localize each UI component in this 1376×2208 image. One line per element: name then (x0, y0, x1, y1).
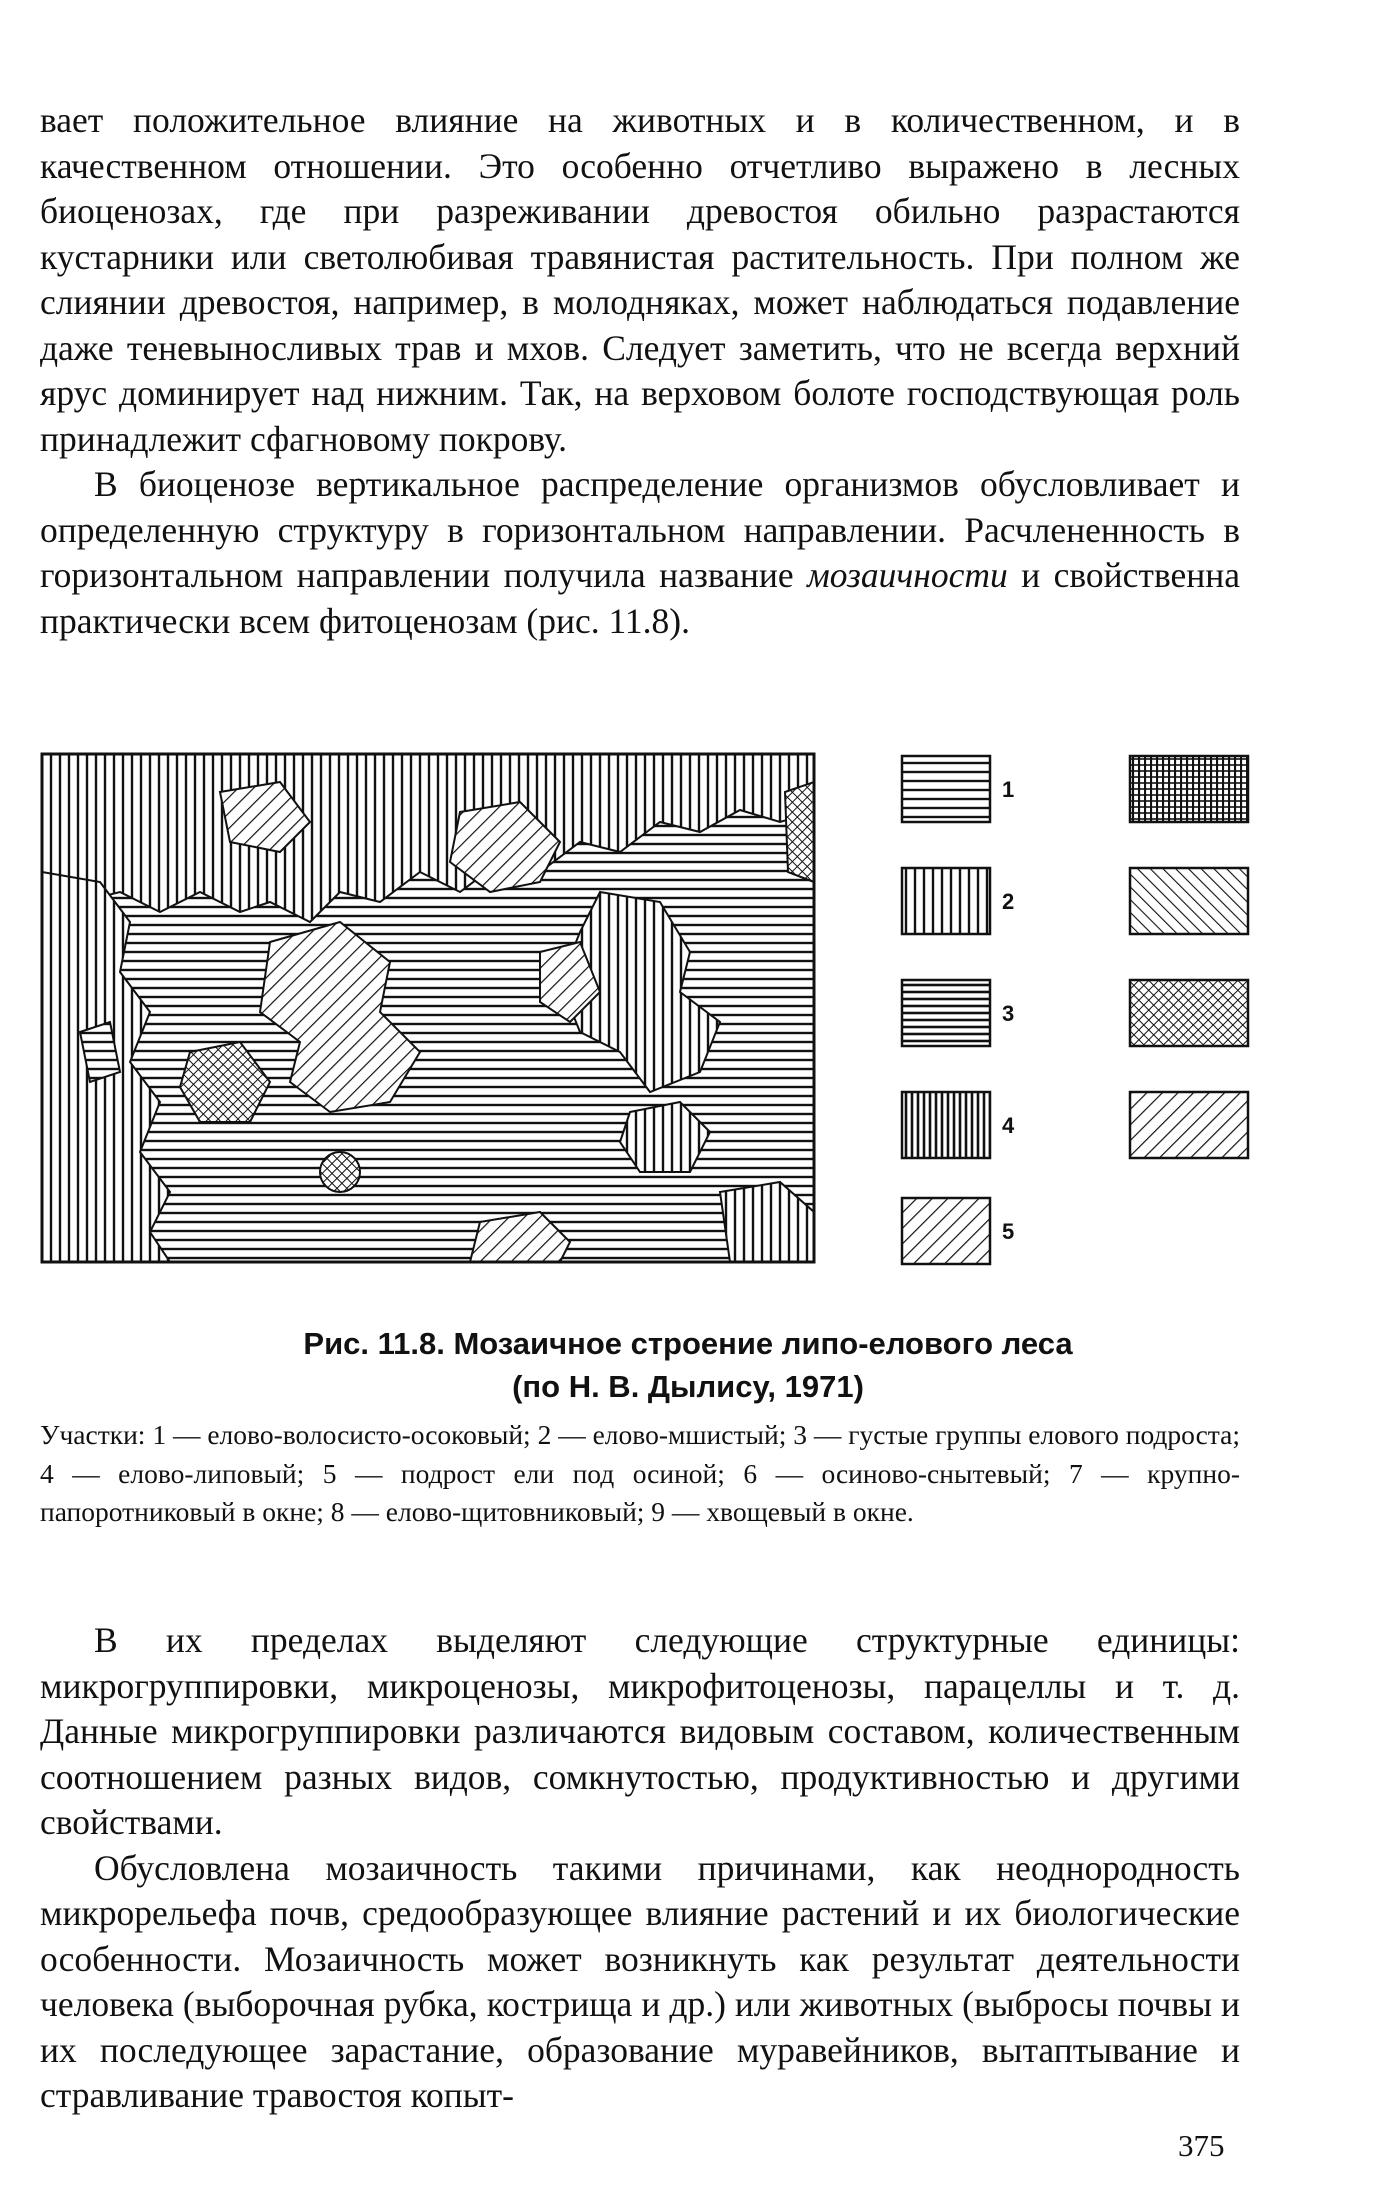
figure-11-8 (40, 752, 1260, 1272)
paragraph-structural-units: В их пределах выделяют следующие структурные единицы: микрогруппировки, микроценозы, микрофитоценозы, парацеллы и т. д. Данные микрогруппировки различаются видовым составом, количественным соотношением разных видов, сомкнутостью, продуктивностью и другими свойствами. (40, 1620, 1240, 1842)
legend-swatch-8 (1130, 980, 1248, 1046)
legend-swatch-4 (902, 1092, 990, 1158)
page-number: 375 (1178, 2128, 1225, 2163)
paragraph-mosaic-end: и свойственна практически всем фитоценозам (рис. 11.8). (40, 555, 1241, 641)
region-grid-edge (785, 782, 814, 882)
caption-title-line-1: Рис. 11.8. Мозаичное строение липо-елового леса (303, 1326, 1073, 1361)
legend-swatch-1 (902, 756, 990, 822)
top-text (40, 98, 1240, 644)
legend-column-1 (902, 756, 1015, 1264)
legend-label-5: 5 (1002, 1219, 1015, 1244)
paragraph-mosaic-start: В биоценозе вертикальное распределение организмов обусловливает и определенную структуру в горизонтальном направлении. Расчлененность в горизонтальном направлении получила название (40, 464, 1240, 595)
legend-swatch-9 (1130, 1092, 1248, 1158)
legend-label-2: 2 (1002, 889, 1015, 914)
legend-column-2 (1130, 756, 1248, 1158)
legend-label-4: 4 (1002, 1113, 1015, 1138)
figure-caption-title (0, 1322, 1376, 1408)
figure-caption-legend: Участки: 1 — елово-волосисто-осоковый; 2 — елово-мшистый; 3 — густые группы елового подроста; 4 — елово-липовый; 5 — подрост ели под осиной; 6 — осиново-снытевый; 7 — крупно-папоротниковый в окне; 8 — елово-щитовниковый; 9 — хвощевый в окне. (40, 1419, 1240, 1527)
legend-swatch-5 (902, 1198, 990, 1264)
term-mosaic: мозаичности (807, 555, 1008, 595)
legend-swatch-2 (902, 868, 990, 934)
legend-label-1: 1 (1002, 777, 1015, 802)
paragraph-continuation: вает положительное влияние на животных и в количественном, и в качественном отношении. Это особенно отчетливо выражено в лесных биоценозах, где при разреживании древостоя обильно разрастаются кустарники или светолюбивая травянистая растительность. При полном же слиянии древостоя, например, в молодняках, может наблюдаться подавление даже теневыносливых трав и мхов. Следует заметить, что не всегда верхний ярус доминирует над нижним. Так, на верховом болоте господствующая роль принадлежит сфагновому покрову. (40, 100, 1240, 459)
caption-title-line-2: (по Н. В. Дылису, 1971) (512, 1369, 864, 1404)
legend-label-3: 3 (1002, 1001, 1015, 1026)
legend-swatch-6 (1130, 756, 1248, 822)
legend-swatch-7 (1130, 868, 1248, 934)
legend-swatch-3 (902, 980, 990, 1046)
region-cross-small (320, 1152, 360, 1192)
paragraph-causes: Обусловлена мозаичность такими причинами, как неоднородность микрорельефа почв, средообразующее влияние растений и их биологические особенности. Мозаичность может возникнуть как результат деятельности человека (выборочная рубка, кострища и др.) или животных (выбросы почвы и их последующее зарастание, образование муравейников, вытаптывание и стравливание травостоя копыт- (40, 1847, 1240, 2115)
mosaic-figure (40, 752, 1260, 1272)
mosaic-map (42, 754, 814, 1262)
paragraph-mosaic (40, 462, 1240, 644)
bottom-text (40, 1618, 1240, 2119)
